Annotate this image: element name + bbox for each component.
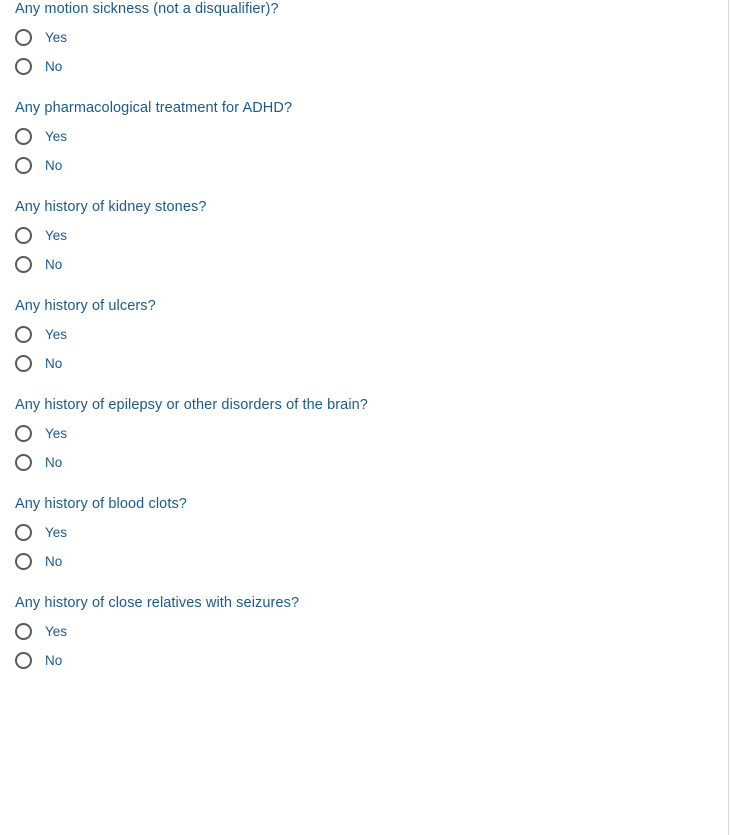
question-text: Any history of close relatives with seizures? xyxy=(15,595,300,611)
radio-option-no[interactable] xyxy=(15,646,728,675)
radio-button-icon[interactable] xyxy=(15,326,32,343)
question-text: Any history of kidney stones? xyxy=(15,199,207,215)
radio-option-label: Yes xyxy=(45,128,68,144)
radio-button-icon[interactable] xyxy=(15,524,32,541)
radio-option-no[interactable] xyxy=(15,547,728,576)
question-block xyxy=(0,495,728,576)
radio-option-yes[interactable] xyxy=(15,419,728,448)
radio-option-label: No xyxy=(45,553,63,569)
radio-button-icon[interactable] xyxy=(15,355,32,372)
radio-option-label: No xyxy=(45,256,63,272)
radio-option-label: Yes xyxy=(45,326,68,342)
question-block xyxy=(0,99,728,180)
radio-button-icon[interactable] xyxy=(15,29,32,46)
radio-option-yes[interactable] xyxy=(15,23,728,52)
radio-option-label: Yes xyxy=(45,227,68,243)
radio-button-icon[interactable] xyxy=(15,652,32,669)
radio-option-label: No xyxy=(45,355,63,371)
radio-option-label: Yes xyxy=(45,623,68,639)
radio-option-label: Yes xyxy=(45,425,68,441)
radio-button-icon[interactable] xyxy=(15,553,32,570)
radio-option-yes[interactable] xyxy=(15,518,728,547)
radio-option-label: No xyxy=(45,454,63,470)
radio-option-label: No xyxy=(45,652,63,668)
question-text: Any history of epilepsy or other disorders of the brain? xyxy=(15,397,368,413)
question-block xyxy=(0,0,728,81)
radio-option-no[interactable] xyxy=(15,250,728,279)
question-block xyxy=(0,396,728,477)
radio-button-icon[interactable] xyxy=(15,157,32,174)
question-text: Any history of ulcers? xyxy=(15,298,156,314)
radio-option-no[interactable] xyxy=(15,151,728,180)
question-text: Any history of blood clots? xyxy=(15,496,187,512)
question-block xyxy=(0,198,728,279)
radio-option-yes[interactable] xyxy=(15,320,728,349)
radio-button-icon[interactable] xyxy=(15,58,32,75)
radio-button-icon[interactable] xyxy=(15,227,32,244)
radio-button-icon[interactable] xyxy=(15,623,32,640)
question-text: Any pharmacological treatment for ADHD? xyxy=(15,100,293,116)
radio-option-label: Yes xyxy=(45,524,68,540)
radio-option-label: No xyxy=(45,157,63,173)
radio-option-label: Yes xyxy=(45,29,68,45)
radio-button-icon[interactable] xyxy=(15,454,32,471)
radio-option-yes[interactable] xyxy=(15,221,728,250)
radio-button-icon[interactable] xyxy=(15,425,32,442)
radio-option-yes[interactable] xyxy=(15,122,728,151)
radio-option-no[interactable] xyxy=(15,349,728,378)
question-block xyxy=(0,594,728,675)
radio-option-no[interactable] xyxy=(15,448,728,477)
question-text: Any motion sickness (not a disqualifier)? xyxy=(15,1,279,17)
radio-option-label: No xyxy=(45,58,63,74)
radio-option-yes[interactable] xyxy=(15,617,728,646)
radio-button-icon[interactable] xyxy=(15,256,32,273)
question-block xyxy=(0,297,728,378)
radio-option-no[interactable] xyxy=(15,52,728,81)
radio-button-icon[interactable] xyxy=(15,128,32,145)
